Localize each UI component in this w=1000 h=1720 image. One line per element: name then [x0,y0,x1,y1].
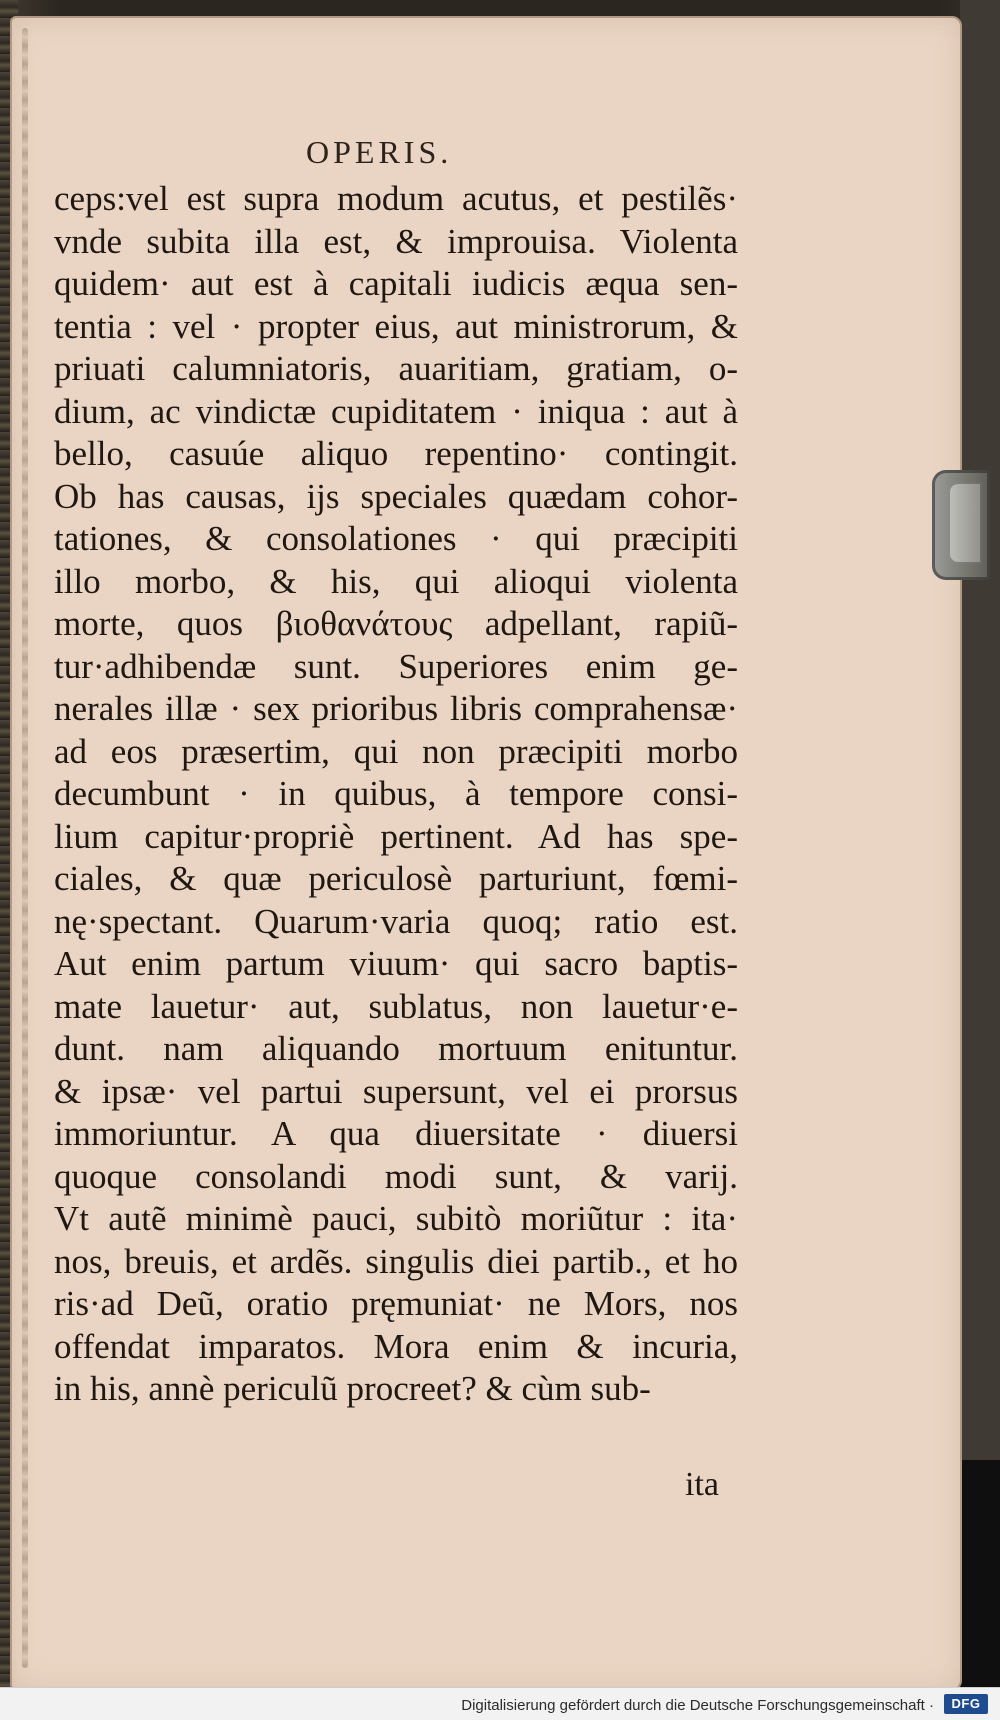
text-line: bello, casuúe aliquo repentino· contingit. [54,434,738,473]
catchword: ita [685,1466,719,1503]
text-line: & ipsæ· vel partui supersunt, vel ei prorsus [54,1071,738,1111]
text-line: in his, annè periculũ procreet? & cùm sub- [54,1369,651,1408]
text-line: ad eos præsertim, qui non præcipiti morbo [54,731,738,771]
text-line: offendat imparatos. Mora enim & incuria, [54,1326,738,1366]
text-line: illo morbo, & his, qui alioqui violenta [54,561,738,601]
text-line: decumbunt · in quibus, à tempore consi- [54,774,738,813]
footer-bar [0,1687,1000,1720]
text-block [54,178,738,1411]
text-line: lium capitur·propriè pertinent. Ad has spe- [54,816,738,856]
page-clip [932,470,990,580]
text-line: ris·ad Deũ, oratio pręmuniat· ne Mors, nos [54,1284,738,1323]
text-line: ceps:vel est supra modum acutus, et pestilẽs· [54,179,738,218]
text-line: tationes, & consolationes · qui præcipiti [54,519,738,558]
text-line: nę·spectant. Quarum·varia quoq; ratio est. [54,901,738,941]
book-page [10,16,962,1692]
text-line: priuati calumniatoris, auaritiam, gratiam, o- [54,349,738,388]
dfg-logo: DFG [944,1694,988,1714]
text-line: tentia : vel · propter eius, aut ministrorum, & [54,306,738,346]
text-line: quidem· aut est à capitali iudicis æqua sen- [54,264,738,303]
text-line: nos, breuis, et ardẽs. singulis diei partib., et ho [54,1241,738,1281]
text-line: Vt autẽ minimè pauci, subitò moriũtur : ita· [54,1199,738,1238]
text-line: immoriuntur. A qua diuersitate · diuersi [54,1114,738,1153]
text-line: quoque consolandi modi sunt, & varij. [54,1156,738,1196]
text-line: Aut enim partum viuum· qui sacro baptis- [54,944,738,983]
text-line: mate lauetur· aut, sublatus, non lauetur·e- [54,986,738,1026]
scanner-backdrop [960,0,1000,1460]
text-line: dium, ac vindictæ cupiditatem · iniqua : aut à [54,391,738,431]
text-line: dunt. nam aliquando mortuum enituntur. [54,1029,738,1068]
running-head: OPERIS. [306,134,453,170]
scanner-shadow [960,1460,1000,1700]
dfg-credit: Digitalisierung gefördert durch die Deutsche Forschungsgemeinschaft · [461,1697,934,1714]
text-line: tur·adhibendæ sunt. Superiores enim ge- [54,646,738,686]
text-line: nerales illæ · sex prioribus libris comprahensæ· [54,689,738,728]
text-line: vnde subita illa est, & improuisa. Violenta [54,221,738,261]
text-line: Ob has causas, ijs speciales quædam cohor- [54,476,738,516]
text-line: ciales, & quæ periculosè parturiunt, fœmi- [54,859,738,898]
text-line: morte, quos βιοθανάτους adpellant, rapiũ- [54,604,738,643]
